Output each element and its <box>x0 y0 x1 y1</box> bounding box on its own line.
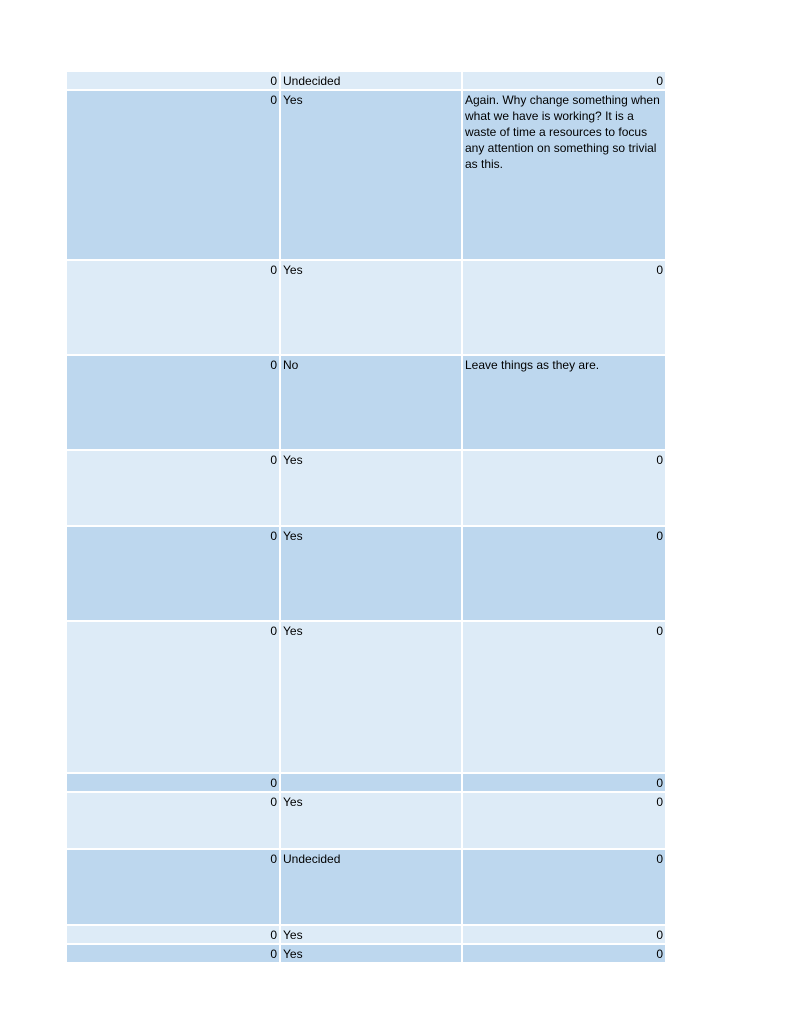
comment-cell[interactable]: 0 <box>656 795 663 809</box>
table-row <box>67 527 665 622</box>
table-row <box>67 850 665 926</box>
number-cell[interactable]: 0 <box>67 926 281 943</box>
spreadsheet-table <box>67 72 665 964</box>
answer-cell[interactable]: Yes <box>281 451 463 525</box>
number-cell[interactable]: 0 <box>67 261 281 354</box>
answer-cell[interactable]: Yes <box>281 261 463 354</box>
number-cell[interactable]: 0 <box>67 774 281 791</box>
answer-cell[interactable]: Yes <box>281 622 463 772</box>
table-row <box>67 261 665 356</box>
table-row <box>67 72 665 91</box>
number-cell[interactable]: 0 <box>67 451 281 525</box>
table-row <box>67 926 665 945</box>
answer-cell[interactable]: Yes <box>281 926 463 943</box>
comment-cell[interactable]: Again. Why change something when what we have is working? It is a waste of time a resources to focus any attention on something so trivial as this. <box>465 93 660 171</box>
comment-cell[interactable]: 0 <box>656 529 663 543</box>
number-cell[interactable]: 0 <box>67 72 281 89</box>
table-row <box>67 622 665 774</box>
answer-cell[interactable]: Undecided <box>281 850 463 924</box>
number-cell[interactable]: 0 <box>67 850 281 924</box>
number-cell[interactable]: 0 <box>67 945 281 962</box>
comment-cell[interactable]: 0 <box>656 928 663 942</box>
comment-cell[interactable]: 0 <box>656 776 663 790</box>
table-row <box>67 356 665 451</box>
answer-cell[interactable]: Undecided <box>281 72 463 89</box>
table-row <box>67 774 665 793</box>
answer-cell[interactable]: Yes <box>281 527 463 620</box>
answer-cell[interactable]: No <box>281 356 463 449</box>
answer-cell[interactable]: Yes <box>281 793 463 848</box>
answer-cell[interactable]: Yes <box>281 91 463 259</box>
table-row <box>67 451 665 527</box>
comment-cell[interactable]: 0 <box>656 947 663 961</box>
comment-cell[interactable]: 0 <box>656 453 663 467</box>
comment-cell[interactable]: Leave things as they are. <box>465 358 600 372</box>
comment-cell[interactable]: 0 <box>656 624 663 638</box>
number-cell[interactable]: 0 <box>67 356 281 449</box>
number-cell[interactable]: 0 <box>67 527 281 620</box>
table-row <box>67 91 665 261</box>
comment-cell[interactable]: 0 <box>656 263 663 277</box>
number-cell[interactable]: 0 <box>67 91 281 259</box>
table-row <box>67 793 665 850</box>
comment-cell[interactable]: 0 <box>656 852 663 866</box>
table-row <box>67 945 665 964</box>
number-cell[interactable]: 0 <box>67 622 281 772</box>
comment-cell[interactable]: 0 <box>656 74 663 88</box>
answer-cell[interactable] <box>281 774 463 791</box>
answer-cell[interactable]: Yes <box>281 945 463 962</box>
number-cell[interactable]: 0 <box>67 793 281 848</box>
